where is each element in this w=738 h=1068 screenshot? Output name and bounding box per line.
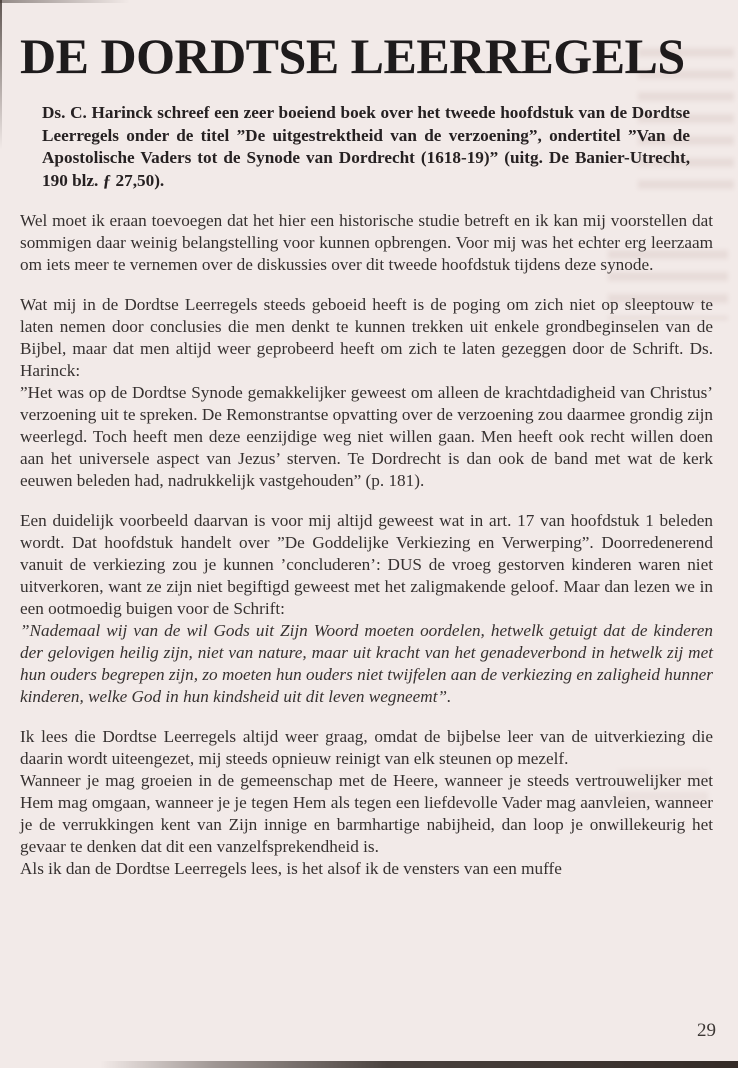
body-paragraph-7: Als ik dan de Dordtse Leerregels lees, is het alsof ik de vensters van een muffe bbox=[20, 859, 562, 878]
body-paragraph-2: Wat mij in de Dordtse Leerregels steeds geboeid heeft is de poging om zich niet op sleeptouw te laten nemen door conclusies die men denkt te kunnen trekken uit enkele grondbeginselen van de Bijbel, maar dat men altijd weer geprobeerd heeft om zich te laten gezeggen door de Schrift. Ds. Harinck: bbox=[20, 295, 713, 380]
body-paragraph-4: Een duidelijk voorbeeld daarvan is voor mij altijd geweest wat in art. 17 van hoofdstuk 1 beleden wordt. Dat hoofdstuk handelt over ”De Goddelijke Verkiezing en Verwerping”. Doorredenerend vanuit de verkiezing zou je kunnen ’concluderen’: DUS de vroeg gestorven kinderen waren niet uitverkoren, want ze zijn niet begiftigd geweest met het zaligmakende geloof. Maar dan lezen we in een ootmoedig buigen voor de Schrift: bbox=[20, 511, 713, 618]
page-title: DE DORDTSE LEERREGELS bbox=[20, 28, 685, 84]
scan-edge-shadow-bottom bbox=[100, 1061, 738, 1068]
body-paragraph-6: Wanneer je mag groeien in de gemeenschap met de Heere, wanneer je steeds vertrouwelijker met Hem mag omgaan, wanneer je je tegen Hem als tegen een liefdevolle Vader mag aanvleien, wanneer je de verrukkingen kent van Zijn innige en barmhartige nabijheid, dan loop je onwillekeurig het gevaar te denken dat dit een vanzelfsprekendheid is. bbox=[20, 771, 713, 856]
body-paragraph-1: Wel moet ik eraan toevoegen dat het hier een historische studie betreft en ik kan mij voorstellen dat sommigen daar weinig belangstelling voor kunnen opbrengen. Voor mij was het echter erg leerzaam om iets meer te vernemen over de diskussies over dit tweede hoofdstuk tijdens deze synode. bbox=[20, 211, 713, 274]
scan-edge-shadow-left bbox=[0, 0, 2, 150]
body-paragraph-3: ”Het was op de Dordtse Synode gemakkelijker geweest om alleen de krachtdadigheid van Christus’ verzoening uit te spreken. De Remonstrantse opvatting over de verzoening zou daarmee grondig zijn weerlegd. Toch heeft men deze eenzijdige weg niet willen gaan. Men heeft ook recht willen doen aan het universele aspect van Jezus’ sterven. Te Dordrecht is dan ook de band met wat de kerk eeuwen beleden had, nadrukkelijk vastgehouden” (p. 181). bbox=[20, 383, 713, 490]
intro-paragraph: Ds. C. Harinck schreef een zeer boeiend boek over het tweede hoofdstuk van de Dordtse Leerregels onder de titel ”De uitgestrektheid van de verzoening”, ondertitel ”Van de Apostolische Vaders tot de Synode van Dordrecht (1618-19)” (uitg. De Banier-Utrecht, 190 blz. ƒ 27,50). bbox=[42, 103, 690, 190]
body-paragraph-5: Ik lees die Dordtse Leerregels altijd weer graag, omdat de bijbelse leer van de uitverkiezing die daarin wordt uiteengezet, mij steeds opnieuw reinigt van elk steunen op mezelf. bbox=[20, 727, 713, 768]
italic-quote-paragraph: ”Nademaal wij van de wil Gods uit Zijn Woord moeten oordelen, hetwelk getuigt dat de kinderen der gelovigen heilig zijn, niet van nature, maar uit kracht van het genadeverbond in hetwelk zij met hun ouders begrepen zijn, zo moeten hun ouders niet twijfelen aan de verkiezing en zaligheid hunner kinderen, welke God in hun kindsheid uit dit leven wegneemt”. bbox=[20, 621, 713, 706]
body-text bbox=[20, 210, 713, 880]
page-number: 29 bbox=[697, 1020, 716, 1041]
scan-edge-shadow-top bbox=[0, 0, 130, 3]
